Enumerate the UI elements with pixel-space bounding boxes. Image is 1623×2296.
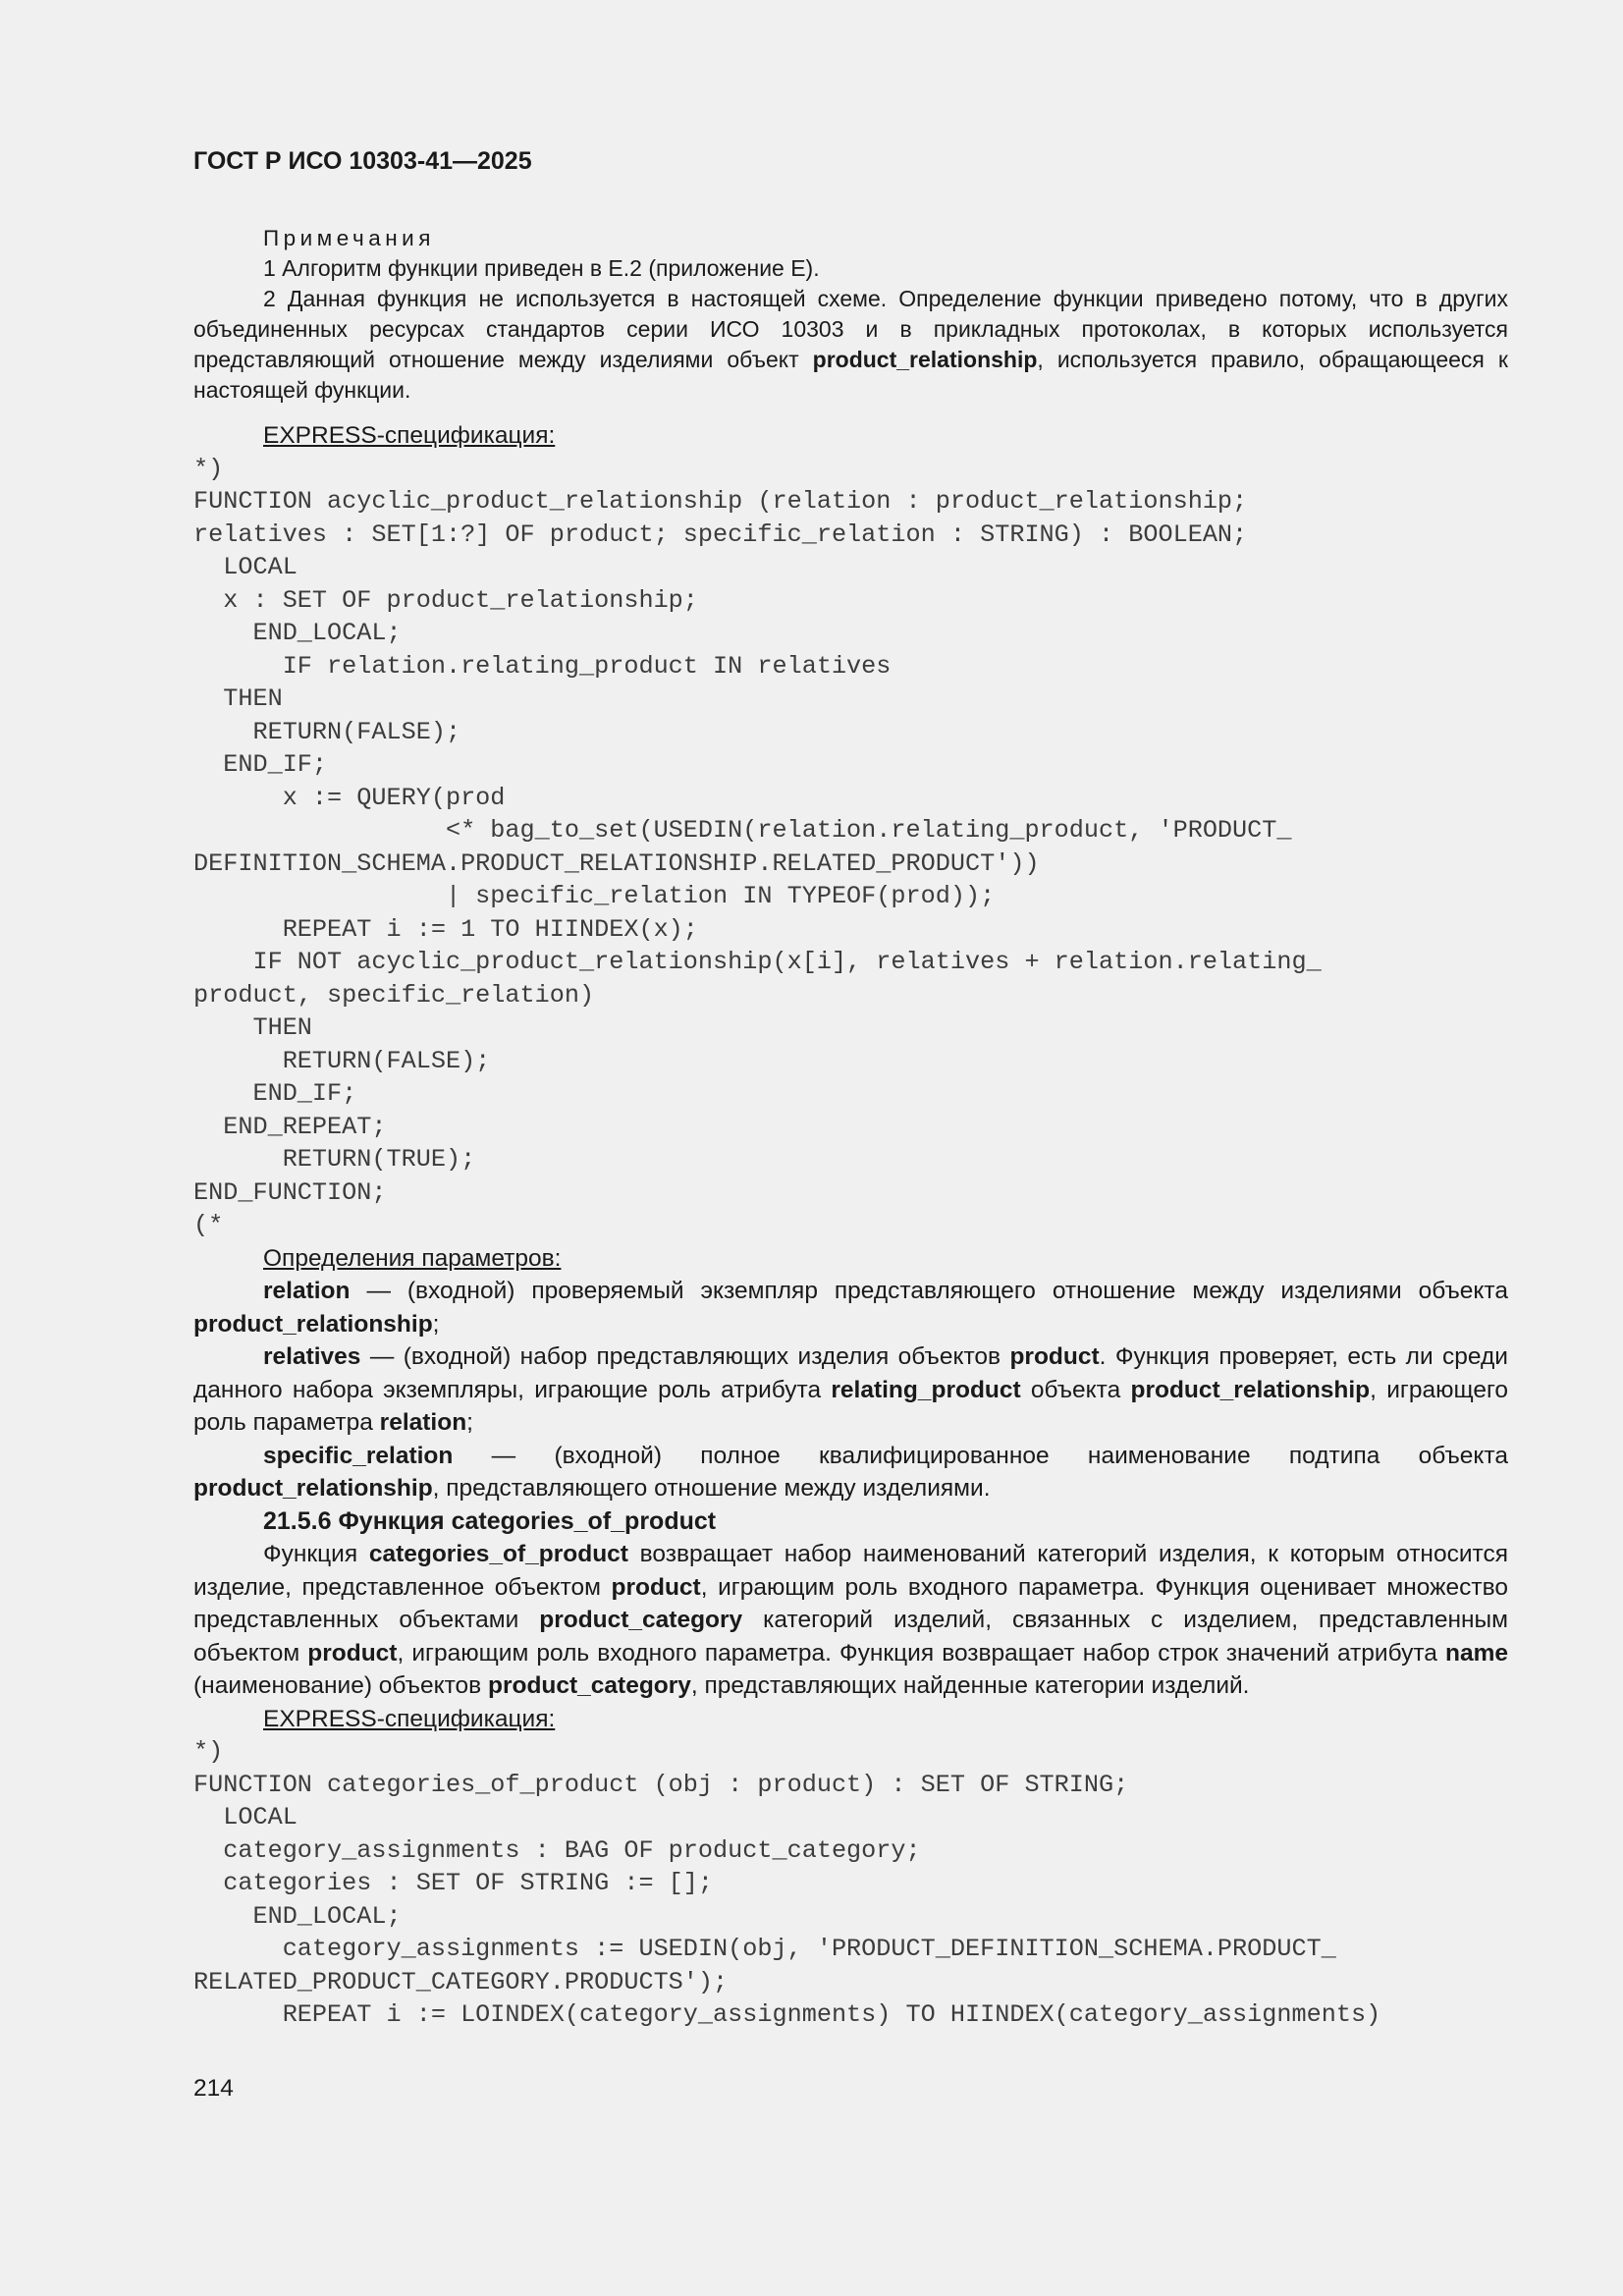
body-text: , играющим роль входного параметра. Функция возвращает набор строк значений атрибута <box>397 1639 1445 1667</box>
code-line: END_FUNCTION; <box>193 1177 387 1207</box>
param-text: — (входной) проверяемый экземпляр представляющего отношение между изделиями объекта <box>350 1278 1508 1304</box>
body-term: product <box>307 1639 398 1667</box>
param-entity: product_relationship <box>193 1475 433 1502</box>
param-text: ; <box>432 1310 440 1338</box>
notes-title: Примечания <box>263 226 435 250</box>
body-term: product <box>611 1573 701 1601</box>
note-2-text: 2 Данная функция не используется в настоящей схеме. Определение функции приведено потому, что в других объединенных ресурсах стандартов серии ИСО 10303 и в прикладных протоколах, в которых используется представляющий отношение между изделиями объект <box>193 286 1508 372</box>
code-line: RELATED_PRODUCT_CATEGORY.PRODUCTS'); <box>193 1967 729 1996</box>
param-text: — (входной) набор представляющих изделия объектов <box>360 1343 1010 1370</box>
body-text: , играющим роль входного параметра. Функция оценивает множество представленных объектами <box>193 1573 1508 1633</box>
body-term: categories_of_product <box>368 1541 628 1567</box>
param-text: , представляющего отношение между изделиями. <box>432 1475 991 1502</box>
express-spec-title-1 <box>193 419 1508 453</box>
param-relatives <box>193 1340 1508 1440</box>
param-text: объекта <box>1020 1376 1131 1403</box>
param-text: — (входной) полное квалифицированное наименование подтипа объекта <box>453 1442 1508 1469</box>
body-term: name <box>1445 1639 1509 1667</box>
params-title <box>193 1242 1508 1276</box>
code-line: RETURN(FALSE); <box>193 717 461 746</box>
code-line: x : SET OF product_relationship; <box>193 585 698 615</box>
param-term: relatives <box>263 1343 361 1370</box>
code-line: | specific_relation IN TYPEOF(prod)); <box>193 882 996 910</box>
param-entity: relating_product <box>831 1376 1021 1403</box>
code-line: *) <box>193 1737 224 1766</box>
code-line: product, specific_relation) <box>193 980 595 1010</box>
note-2 <box>193 284 1508 406</box>
express-spec-label: EXPRESS-спецификация: <box>263 422 556 449</box>
code-line: (* <box>193 1211 224 1239</box>
code-line: THEN <box>193 684 283 713</box>
code-line: category_assignments : BAG OF product_category; <box>193 1835 921 1865</box>
document-header: ГОСТ Р ИСО 10303-41—2025 <box>193 147 532 175</box>
note-2-term: product_relationship <box>812 347 1038 372</box>
code-line: FUNCTION acyclic_product_relationship (relation : product_relationship; <box>193 487 1248 516</box>
code-line: END_LOCAL; <box>193 1901 402 1931</box>
code-line: FUNCTION categories_of_product (obj : product) : SET OF STRING; <box>193 1770 1129 1799</box>
code-line: LOCAL <box>193 553 298 581</box>
code-line: relatives : SET[1:?] OF product; specific_relation : STRING) : BOOLEAN; <box>193 519 1248 549</box>
express-code-block-1 <box>193 453 1508 1242</box>
param-relation <box>193 1275 1508 1340</box>
code-line: RETURN(FALSE); <box>193 1046 491 1075</box>
param-entity: product_relationship <box>193 1310 433 1338</box>
code-line: REPEAT i := LOINDEX(category_assignments) TO HIINDEX(category_assignments) <box>193 2000 1381 2029</box>
code-line: categories : SET OF STRING := []; <box>193 1869 714 1897</box>
code-line: DEFINITION_SCHEMA.PRODUCT_RELATIONSHIP.RELATED_PRODUCT')) <box>193 848 1040 878</box>
section-heading: 21.5.6 Функция categories_of_product <box>263 1506 717 1535</box>
express-code-block-2 <box>193 1735 1508 2032</box>
page-number: 214 <box>193 2075 234 2102</box>
param-entity: product_relationship <box>1130 1376 1371 1403</box>
code-line: REPEAT i := 1 TO HIINDEX(x); <box>193 914 698 944</box>
param-specific-relation <box>193 1440 1508 1505</box>
body-text: , представляющих найденные категории изделий. <box>690 1672 1250 1699</box>
note-2-text-end: , используется правило, обращающееся к настоящей функции. <box>193 347 1508 403</box>
code-line: IF NOT acyclic_product_relationship(x[i], relatives + relation.relating_ <box>193 948 1322 976</box>
param-term: relation <box>263 1278 351 1304</box>
express-spec-label: EXPRESS-спецификация: <box>263 1705 556 1732</box>
code-line: END_LOCAL; <box>193 619 402 647</box>
body-term: product_category <box>539 1607 743 1633</box>
document-page <box>193 147 1508 2032</box>
param-text: , играющего роль параметра <box>193 1376 1508 1436</box>
params-title-label: Определения параметров: <box>263 1244 562 1272</box>
param-entity: relation <box>379 1409 467 1436</box>
note-1: 1 Алгоритм функции приведен в Е.2 (приложение Е). <box>263 255 820 281</box>
express-spec-title-2 <box>193 1703 1508 1736</box>
code-line: <* bag_to_set(USEDIN(relation.relating_product, 'PRODUCT_ <box>193 816 1292 845</box>
param-text: . Функция проверяет, есть ли среди данного набора экземпляры, играющие роль атрибута <box>193 1343 1508 1403</box>
code-line: THEN <box>193 1013 312 1042</box>
code-line: x := QUERY(prod <box>193 783 506 812</box>
body-text: возвращает набор наименований категорий изделия, к которым относится изделие, представленное объектом <box>193 1541 1508 1601</box>
code-line: END_REPEAT; <box>193 1112 387 1141</box>
body-text: Функция <box>263 1541 369 1567</box>
body-term: product_category <box>487 1672 691 1699</box>
code-line: category_assignments := USEDIN(obj, 'PRODUCT_DEFINITION_SCHEMA.PRODUCT_ <box>193 1935 1336 1963</box>
code-line: END_IF; <box>193 1079 357 1108</box>
body-text: категорий изделий, связанных с изделием, представленным объектом <box>193 1607 1508 1667</box>
body-text: (наименование) объектов <box>193 1672 488 1699</box>
code-line: END_IF; <box>193 750 328 779</box>
param-entity: product <box>1009 1343 1100 1370</box>
code-line: RETURN(TRUE); <box>193 1145 476 1174</box>
param-term: specific_relation <box>263 1442 454 1469</box>
code-line: *) <box>193 454 224 483</box>
code-line: LOCAL <box>193 1803 298 1831</box>
section-body <box>193 1538 1508 1703</box>
param-text: ; <box>466 1409 473 1436</box>
code-line: IF relation.relating_product IN relatives <box>193 651 892 681</box>
